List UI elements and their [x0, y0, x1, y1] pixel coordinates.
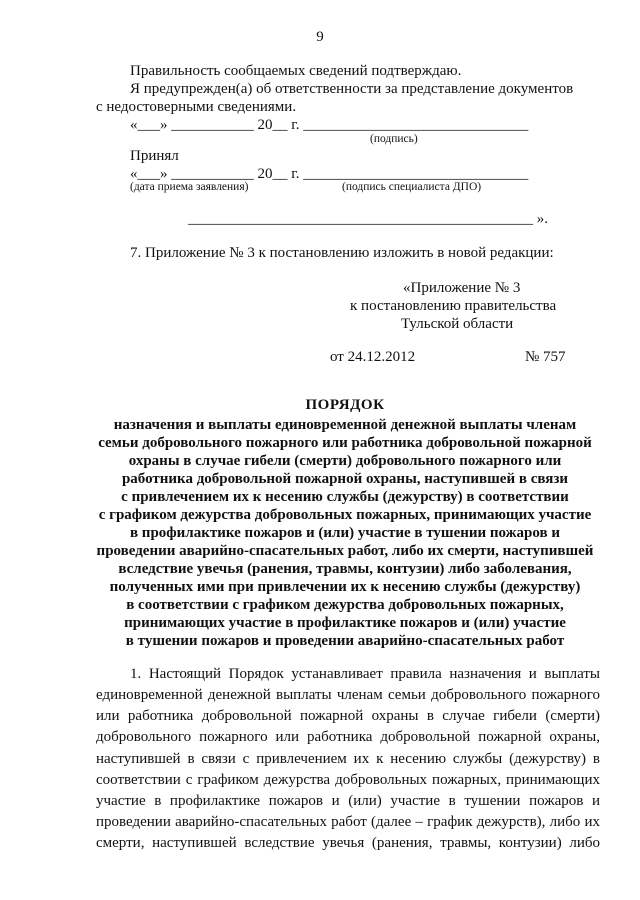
declaration-line-2: Я предупрежден(а) об ответственности за представление документов	[130, 81, 574, 97]
appendix-number: № 757	[525, 349, 566, 365]
page-number: 9	[316, 29, 324, 45]
body-line: проведении аварийно-спасательных работ (далее – график дежурств), либо их	[96, 814, 600, 830]
body-line: 1. Настоящий Порядок устанавливает правила назначения и выплаты	[130, 666, 600, 682]
title-line: проведении аварийно-спасательных работ, либо их смерти, наступившей	[96, 543, 594, 559]
appendix-date: от 24.12.2012	[330, 349, 416, 365]
date-signature-line-2: «___» ___________ 20__ г. ______________________________	[130, 166, 529, 182]
declaration-line-3: с недостоверными сведениями.	[96, 99, 297, 115]
body-line: наступившей в связи с привлечением их к несению службы (дежурству) в	[96, 751, 600, 767]
amendment-text: 7. Приложение № 3 к постановлению изложить в новой редакции:	[130, 245, 554, 261]
body-line: смерти, наступившей вследствие увечья (ранения, травмы, контузии) либо	[96, 835, 600, 851]
document-title: ПОРЯДОК	[305, 397, 385, 413]
signature-caption: (подпись)	[370, 133, 418, 145]
title-line: охраны в случае гибели (смерти) добровольного пожарного или	[128, 453, 562, 469]
title-line: принимающих участие в профилактике пожаров и (или) участие	[124, 615, 566, 631]
title-line: в соответствии с графиком дежурства добровольных пожарных,	[126, 597, 564, 613]
appendix-line-2: к постановлению правительства	[350, 298, 557, 314]
appendix-line-1: «Приложение № 3	[403, 280, 521, 296]
body-line: соответствии с графиком дежурства добровольных пожарных, принимающих	[96, 772, 600, 788]
title-line: в профилактике пожаров и (или) участие в тушении пожаров и	[129, 525, 561, 541]
closing-line: ______________________________________________ ».	[188, 211, 548, 227]
title-line: работника добровольной пожарной охраны, наступившей в связи	[121, 471, 569, 487]
caption-acceptance-date: (дата приема заявления)	[130, 181, 249, 193]
title-line: вследствие увечья (ранения, травмы, контузии) либо заболевания,	[118, 561, 572, 577]
title-line: с привлечением их к несению службы (дежурству) в соответствии	[121, 489, 569, 505]
body-line: участие в профилактике пожаров и (или) участие в тушении пожаров и	[96, 793, 600, 809]
declaration-line-1: Правильность сообщаемых сведений подтверждаю.	[130, 63, 462, 79]
body-line: добровольного пожарного или работника добровольной пожарной охраны,	[96, 729, 600, 745]
title-line: в тушении пожаров и проведении аварийно-спасательных работ	[125, 633, 565, 649]
caption-specialist-signature: (подпись специалиста ДПО)	[342, 181, 482, 193]
body-line: или работника добровольной пожарной охраны в случае гибели (смерти)	[96, 708, 600, 724]
title-line: назначения и выплаты единовременной денежной выплаты членам	[113, 417, 577, 433]
date-signature-line-1: «___» ___________ 20__ г. ______________________________	[130, 117, 529, 133]
accepted-label: Принял	[130, 148, 179, 164]
title-line: семьи добровольного пожарного или работника добровольной пожарной	[98, 435, 592, 451]
body-line: единовременной денежной выплаты членам семьи добровольного пожарного	[96, 687, 600, 703]
appendix-line-3: Тульской области	[401, 316, 514, 332]
title-line: с графиком дежурства добровольных пожарных, принимающих участие	[98, 507, 592, 523]
title-line: полученных ими при привлечении их к несению службы (дежурству)	[109, 579, 581, 595]
